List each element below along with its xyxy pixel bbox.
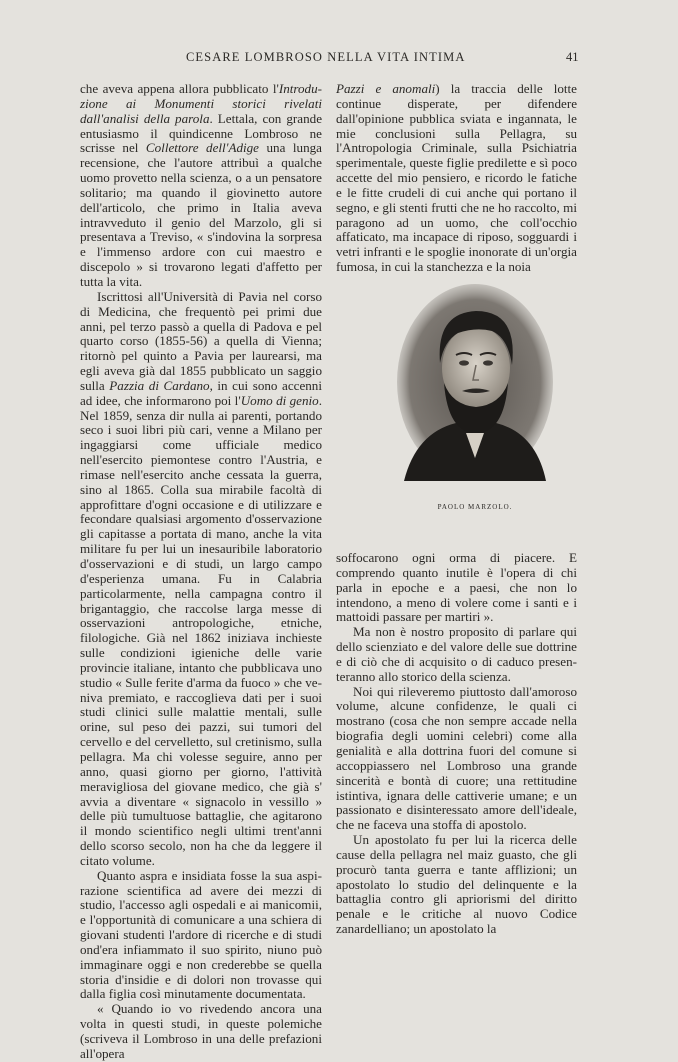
paragraph <box>336 551 577 625</box>
italic-title: Pazzia di Cardano <box>109 377 210 393</box>
paragraph <box>336 82 577 275</box>
text-run: . Lettala, con grande entusiasmo il quindicenne Lombroso ne scrisse nel <box>80 110 323 156</box>
paragraph <box>336 685 577 833</box>
left-column <box>80 82 322 1062</box>
italic-title: Introduzione ai Monumenti storici rivelati dall'analisi della parola <box>80 81 322 126</box>
italic-title: Collettore dell'Adige <box>145 140 259 156</box>
header-title: CESARE LOMBROSO NELLA VITA INTIMA <box>186 50 466 64</box>
paragraph <box>80 869 322 1003</box>
text-run: Iscrittosi all'Università di Pavia nel corso di Medicina, che frequentò pei primi due anni, pel terzo passò a quella di Padova e pel quarto corso (1855-56) a quella di Vienna; ritornò pel quinto a Pavia per laurearsi, ma egli aveva già dal 1855 pubblicato un saggio sulla <box>80 288 322 393</box>
paragraph <box>80 290 322 869</box>
text-run: Ma non è nostro proposito di parlare qui dello scienziato e del valore delle sue dottrine e di ciò che di acquisito o di caduco presenteranno allo storico della scienza. <box>336 624 577 684</box>
text-run: Un apostolato fu per lui la ricerca delle cause della pellagra nel maiz guasto, che gli procurò tanta guerra e tante afflizioni; un apostolato lo studio del delinquente e la battaglia contro gli apriorismi del diritto penale e le critiche al nuovo Codice zanardelliano; un apostolato la <box>336 832 577 937</box>
paragraph <box>80 1002 322 1061</box>
text-run: . Nel 1859, senza dir nulla ai parenti, portando seco i suoi libri più cari, venne a Milano per ingaggiarsi come ufficiale medico nell'esercito piemontese contro l'Austria, e rimase nell'esercito anche cessata la guerra, sino al 1865. Colla sua mirabile facoltà di approfittare d'ogni occasione e di utilizzare e fecondare qualsiasi argomento d'osservazione gli capitasse a portata di mano, anche la vita militare fu per lui un inesauribile laboratorio d'osservazioni e di studi, un largo campo d'esperienza umana. Fu in Calabria particolarmente, nella campagna contro il brigantaggio, che raccolse larga messe di osservazioni antropologiche, etniche, filologiche. Già nel 1862 iniziava inchieste sulle condizioni igieniche delle varie provincie italiane, intanto che pubblicava uno studio « Sulle ferite d'arma da fuoco » che veniva premiato, e raccoglieva dati per i suoi studi clinici sulle malattie mentali, sulle orine, sul peso dei pazzi, sui tumori del cervello e del cervelletto, sul cretinismo, sulla pellagra. Ma chi volesse seguire, anno per anno, quasi giorno per giorno, l'attività meravigliosa del giovane medico, che già s' avvia a diventare « signacolo in vessillo » delle più tumultuose battaglie, che agitarono il mondo scientifico negli ultimi trent'anni dello scorso secolo, non ha che da leggere il citato volume. <box>80 392 323 868</box>
paragraph <box>336 625 577 684</box>
right-column-top <box>336 82 577 275</box>
text-run: una lunga recensione, che l'autore attribuì a qualche uomo provetto nella scienza, o a un pensatore solitario; ma quando il giovinetto autore dell'articolo, che primo in Italia aveva intravveduto il genio del Marzolo, gli si presentava a Treviso, « s'indovina la sorpresa e l'immenso ardore con cui maestro e discepolo » si trovarono legati d'affetto per tutta la vita. <box>80 140 322 289</box>
italic-title: Uomo di genio <box>240 392 319 408</box>
paragraph <box>80 82 322 290</box>
page-number: 41 <box>566 50 579 64</box>
text-run: , in cui sono accenni ad idee, che informarono poi l' <box>80 377 322 408</box>
text-run: Noi qui rileveremo piuttosto dall'amoroso volume, alcune confidenze, le quali ci mostrano (cosa che non sempre accade nella biografia degli uomini celebri) come alla genialità e alla dottrina fuori del comune si accoppiassero nel Lombroso una grande sincerità e bontà di cuore; una rettitudine istintiva, ignara delle cattiverie umane; e un passionato e disinteressato amore dell'ideale, che ne faceva una stoffa di apostolo. <box>336 683 577 833</box>
right-column-bottom <box>336 551 577 937</box>
text-run: « Quando io vo rivedendo ancora una volta in questi studi, in queste polemiche (scriveva il Lombroso in una delle prefazioni all'opera <box>80 1001 322 1061</box>
italic-title: Pazzi e anomali <box>336 81 436 96</box>
portrait-image <box>396 283 554 481</box>
portrait-caption: PAOLO MARZOLO. <box>437 503 513 511</box>
text-run: Quanto aspra e insidiata fosse la sua aspirazione scientifica ad avere dei mezzi di studio, l'accesso agli ospedali e ai manicomii, e l'opportunità di comunicare a una schiera di giovani studenti l'ardore di ricerche e di studi ond'era infiammato il suo spirito, niuno può immaginare oggi e non crederebbe se quella storia d'insidie e di dolori non trovasse qui dalla figlia così minutamente documentata. <box>80 867 322 1002</box>
text-run: che aveva appena allora pubblicato l' <box>80 81 279 96</box>
portrait-engraving-icon <box>396 283 554 481</box>
text-run: soffocarono ogni orma di piacere. E comprendo quanto inutile è l'opera di chi parla in epoche e a paesi, che non lo intendono, a meno di volere come i santi e i mattoidi passare per martiri ». <box>336 550 577 625</box>
text-run: ) la traccia delle lotte continue disperate, per difendere dall'opinione pubblica sviata e ingannata, le mie conclusioni sulla Pellagra, su l'Antropologia Criminale, sulla Psichiatria sperimentale, queste figlie predilette e sì poco accette del mio pensiero, e ricordo le fatiche e le fitte crudeli di cui anche qui portano il segno, e gli stenti frutti che ne ho raccolto, mi paragono ad un uomo, che coll'occhio affaticato, ma incapace di riposo, sogguardi i vetri infranti e le spoglie inonorate di un'orgia fumosa, in cui la stanchezza e la noia <box>336 81 577 275</box>
paragraph <box>336 833 577 937</box>
